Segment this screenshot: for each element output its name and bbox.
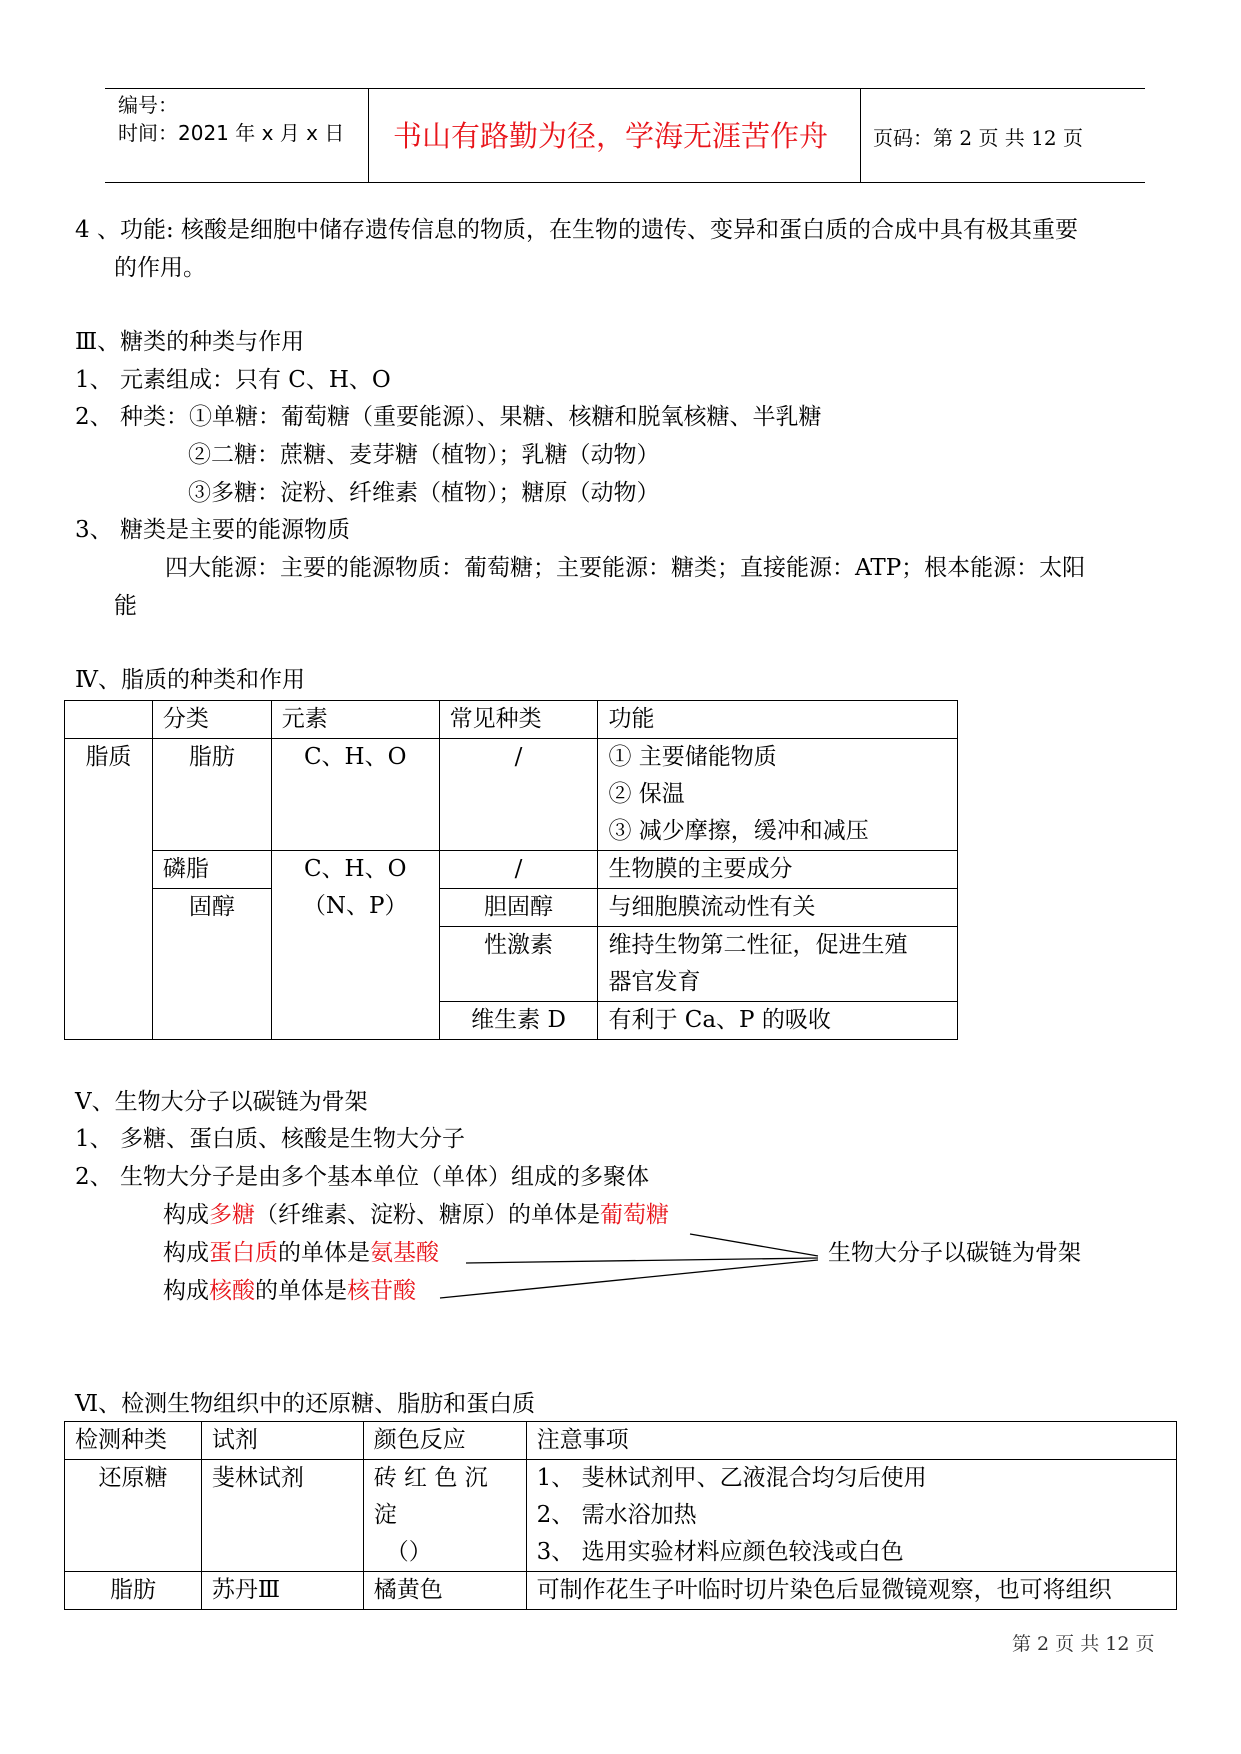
phospholipid-function: 生物膜的主要成分: [598, 851, 958, 889]
macro-l3-d: 核苷酸: [347, 1278, 416, 1304]
connector-line-glucose: [690, 1234, 818, 1256]
header-number: 编号：: [118, 93, 178, 117]
sex-hormone-function-line1: 维持生物第二性征，促进生殖: [608, 932, 908, 958]
header-motto: 书山有路勤为径，学海无涯苦作舟: [393, 119, 829, 153]
reducing-sugar-note-1: 1、 斐林试剂甲、乙液混合均匀后使用: [536, 1465, 927, 1491]
reducing-sugar-notes: [526, 1460, 1176, 1572]
cholesterol-function: 与细胞膜流动性有关: [598, 889, 958, 927]
fat-function-2: ② 保温: [608, 781, 685, 807]
lipids-header-category: 分类: [152, 701, 271, 739]
fat-detection-color: 橘黄色: [363, 1572, 526, 1610]
detection-header-notes: 注意事项: [526, 1422, 1176, 1460]
phospholipid-elements: C、H、O: [303, 856, 407, 882]
energy-line1: 四大能源：主要的能源物质：葡萄糖；主要能源：糖类；直接能源：ATP；根本能源：太阳: [165, 555, 1086, 581]
reducing-sugar-reagent: 斐林试剂: [201, 1460, 363, 1572]
macro-l3-a: 构成: [163, 1278, 209, 1304]
macro-l1-b: 多糖: [209, 1202, 255, 1228]
energy-line2: 能: [114, 593, 137, 619]
reducing-sugar-kind: 还原糖: [65, 1460, 202, 1572]
sugars-title: Ⅲ、糖类的种类与作用: [75, 329, 305, 355]
lipids-header-kinds: 常见种类: [439, 701, 598, 739]
sugars-item2: 2、 种类：①单糖：葡萄糖（重要能源）、果糖、核糖和脱氧核糖、半乳糖: [75, 404, 822, 430]
reducing-sugar-note-2: 2、 需水浴加热: [536, 1502, 697, 1528]
sugars-item1: 1、 元素组成：只有 C、H、O: [75, 367, 391, 393]
lipids-title: Ⅳ、脂质的种类和作用: [75, 667, 305, 693]
header-time: 时间：2021 年 x 月 x 日: [118, 121, 345, 145]
fat-kind: /: [439, 739, 598, 851]
sterol-elements: （N、P）: [302, 893, 408, 919]
header-page: 页码：第 2 页 共 12 页: [873, 126, 1083, 150]
macro-l3-b: 核酸: [209, 1278, 255, 1304]
sugars-item2b: ②二糖：蔗糖、麦芽糖（植物）；乳糖（动物）: [188, 442, 660, 468]
table-row: [65, 1422, 1177, 1460]
connector-line-nucleotide: [440, 1260, 818, 1298]
macro-conclusion: 生物大分子以碳链为骨架: [828, 1240, 1081, 1266]
vitamin-d-kind: 维生素 D: [439, 1002, 598, 1040]
macro-l1-a: 构成: [163, 1202, 209, 1228]
sex-hormone-kind: 性激素: [439, 927, 598, 1002]
table-row: [65, 1460, 1177, 1572]
macro-l3-c: 的单体是: [255, 1278, 347, 1304]
lipids-header-elements: 元素: [271, 701, 439, 739]
macro-l2-d: 氨基酸: [370, 1240, 439, 1266]
fat-detection-reagent: 苏丹Ⅲ: [201, 1572, 363, 1610]
detection-header-kind: 检测种类: [65, 1422, 202, 1460]
reducing-sugar-note-3: 3、 选用实验材料应颜色较浅或白色: [536, 1539, 904, 1565]
lipids-header-function: 功能: [598, 701, 958, 739]
sterol-name: 固醇: [152, 889, 271, 1040]
reducing-sugar-color: [363, 1460, 526, 1572]
macro-l2-c: 的单体是: [278, 1240, 370, 1266]
sex-hormone-function-line2: 器官发育: [608, 969, 701, 995]
nucleic-function-line2: 的作用。: [114, 255, 206, 281]
table-row: [65, 1572, 1177, 1610]
fat-detection-note: 可制作花生子叶临时切片染色后显微镜观察，也可将组织: [526, 1572, 1176, 1610]
detection-table: [64, 1421, 1177, 1610]
detection-header-reagent: 试剂: [201, 1422, 363, 1460]
macro-l1-c: （纤维素、淀粉、糖原）的单体是: [255, 1202, 600, 1228]
detection-header-color: 颜色反应: [363, 1422, 526, 1460]
fat-function-3: ③ 减少摩擦，缓冲和减压: [608, 818, 869, 844]
fat-elements: C、H、O: [271, 739, 439, 851]
fat-function-1: ① 主要储能物质: [608, 744, 777, 770]
fat-detection-kind: 脂肪: [65, 1572, 202, 1610]
reducing-sugar-color-line1: 砖 红 色 沉 淀: [373, 1465, 488, 1528]
phospholipid-name: 磷脂: [152, 851, 271, 889]
connector-line-aminoacid: [466, 1258, 818, 1263]
vitamin-d-function: 有利于 Ca、P 的吸收: [598, 1002, 958, 1040]
detection-title: Ⅵ、检测生物组织中的还原糖、脂肪和蛋白质: [75, 1391, 536, 1417]
fat-name: 脂肪: [152, 739, 271, 851]
sugars-item2c: ③多糖：淀粉、纤维素（植物）；糖原（动物）: [188, 480, 660, 506]
macro-item1: 1、 多糖、蛋白质、核酸是生物大分子: [75, 1126, 465, 1152]
nucleic-function-line1: 4 、功能: 核酸是细胞中储存遗传信息的物质，在生物的遗传、变异和蛋白质的合成中具有极其重要: [75, 217, 1079, 243]
cholesterol-kind: 胆固醇: [439, 889, 598, 927]
phospholipid-kind: /: [439, 851, 598, 889]
page-footer: 第 2 页 共 12 页: [1012, 1633, 1155, 1655]
macro-item2: 2、 生物大分子是由多个基本单位（单体）组成的多聚体: [75, 1164, 649, 1190]
sugars-item3: 3、 糖类是主要的能源物质: [75, 517, 350, 543]
macro-l2-b: 蛋白质: [209, 1240, 278, 1266]
lipids-group: 脂质: [65, 739, 153, 1040]
macro-l2-a: 构成: [163, 1240, 209, 1266]
reducing-sugar-color-line2: （）: [385, 1539, 432, 1565]
macro-l1-d: 葡萄糖: [600, 1202, 669, 1228]
macro-title: Ⅴ、生物大分子以碳链为骨架: [75, 1089, 368, 1115]
